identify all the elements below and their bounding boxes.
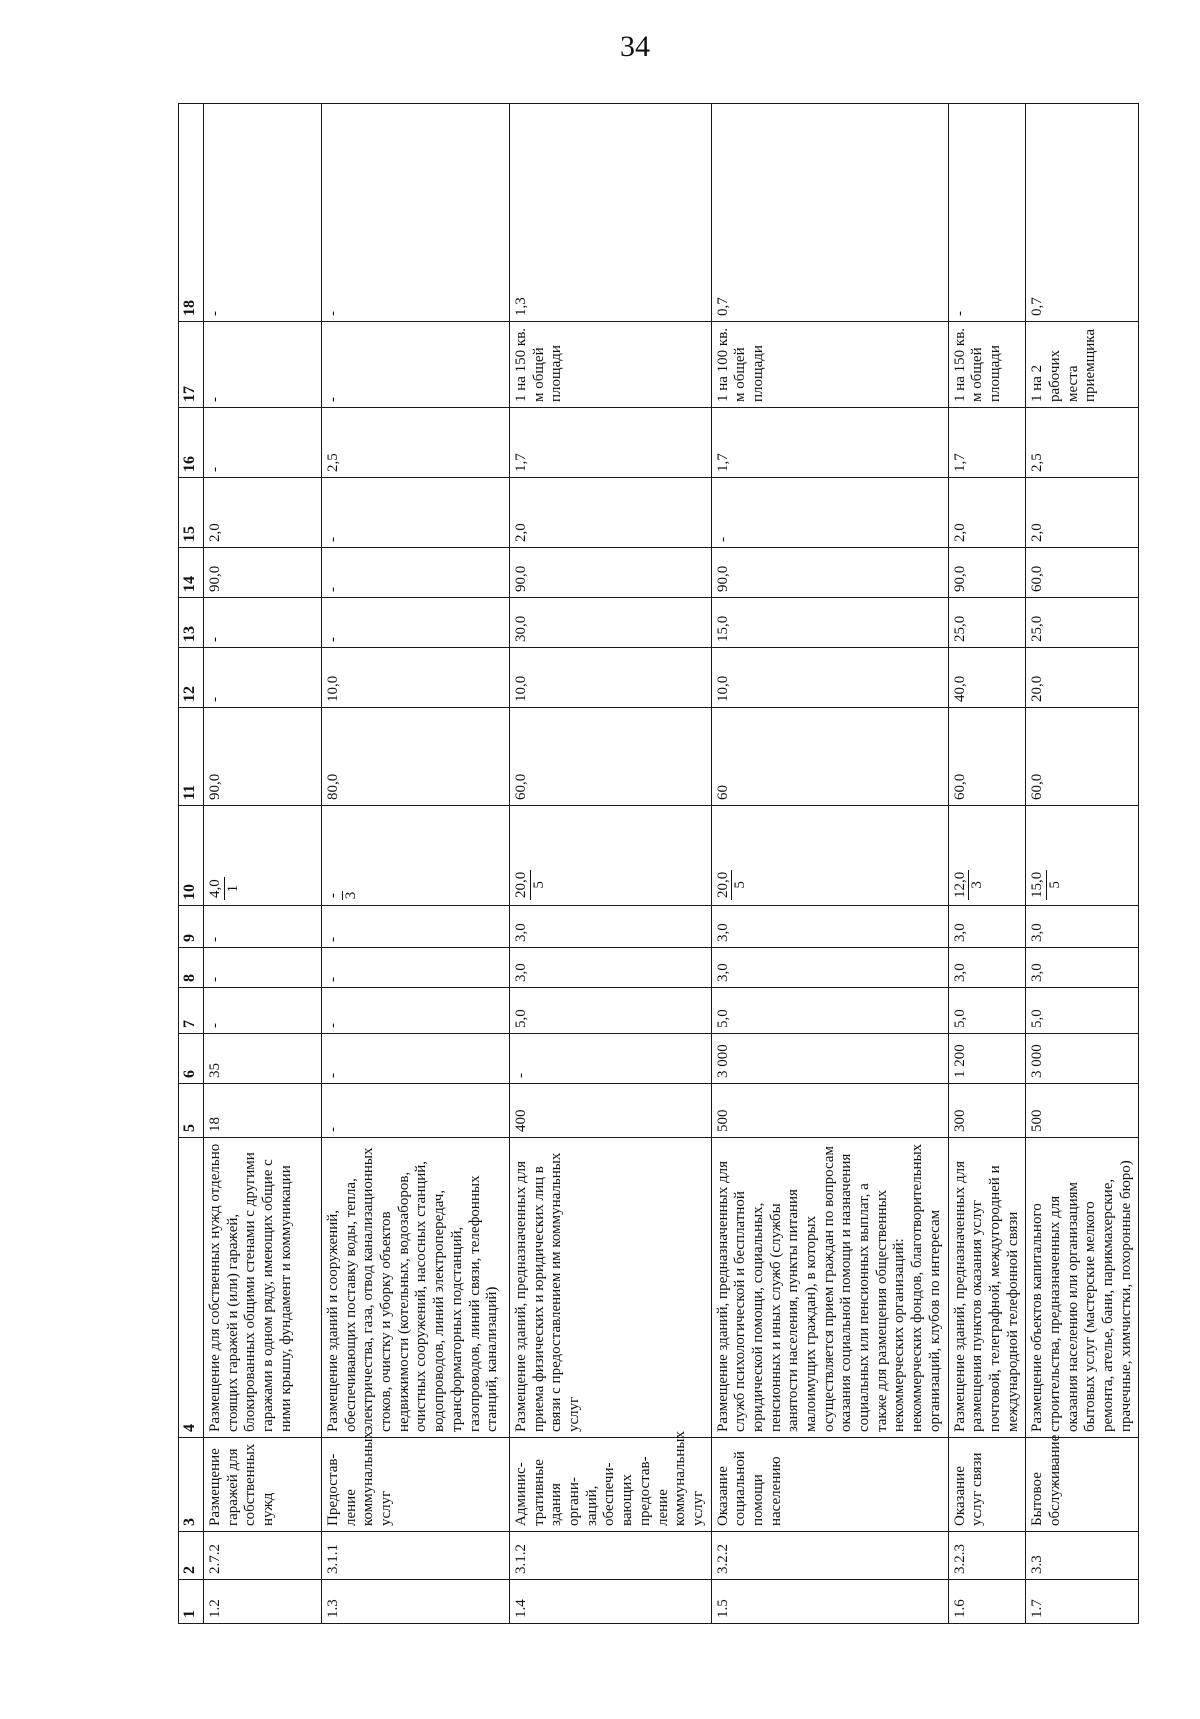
cell-col-9: 3,0: [711, 906, 948, 948]
cell-row-number: 1.7: [1026, 1580, 1139, 1624]
cell-col-15: 2,0: [510, 478, 712, 548]
cell-col-5: 300: [948, 1084, 1026, 1138]
cell-col-11: 60,0: [1026, 708, 1139, 806]
cell-col-8: 3,0: [1026, 948, 1139, 988]
table-row: [322, 104, 510, 1624]
cell-row-number: 1.3: [322, 1580, 510, 1624]
fraction-denominator: 5: [1046, 881, 1063, 889]
cell-col-16: 2,5: [1026, 408, 1139, 478]
table-body: [204, 104, 1139, 1624]
header-col-18: 18: [179, 104, 204, 322]
cell-col-12: 20,0: [1026, 648, 1139, 708]
header-col-16: 16: [179, 408, 204, 478]
fraction: [715, 870, 749, 900]
cell-col-14: -: [322, 548, 510, 598]
header-col-13: 13: [179, 598, 204, 648]
fraction-numerator: 20,0: [513, 871, 529, 898]
cell-col-9: 3,0: [510, 906, 712, 948]
cell-col-5: 18: [204, 1084, 322, 1138]
table-row: [204, 104, 322, 1624]
cell-col-17: 1 на 150 кв. м общей площади: [948, 322, 1026, 408]
cell-col-11: 90,0: [204, 708, 322, 806]
cell-col-5: 500: [711, 1084, 948, 1138]
cell-col-16: 1,7: [711, 408, 948, 478]
header-col-6: 6: [179, 1034, 204, 1084]
cell-col-12: 10,0: [322, 648, 510, 708]
cell-col-6: 1 200: [948, 1034, 1026, 1084]
header-col-17: 17: [179, 322, 204, 408]
header-col-2: 2: [179, 1532, 204, 1580]
cell-col-10: [948, 806, 1026, 906]
cell-col-10: [711, 806, 948, 906]
cell-use-code: 3.1.1: [322, 1532, 510, 1580]
fraction-numerator: 20,0: [714, 871, 731, 898]
cell-col-13: -: [204, 598, 322, 648]
fraction-denominator: 1: [224, 884, 241, 893]
cell-col-17: -: [322, 322, 510, 408]
cell-col-10: [1026, 806, 1139, 906]
cell-col-8: 3,0: [711, 948, 948, 988]
cell-col-18: 0,7: [711, 104, 948, 322]
cell-use-name: Оказание социальной помощи населению: [711, 1438, 948, 1532]
cell-col-14: 60,0: [1026, 548, 1139, 598]
cell-col-7: -: [204, 988, 322, 1034]
cell-col-9: 3,0: [948, 906, 1026, 948]
cell-col-8: 3,0: [510, 948, 712, 988]
cell-col-17: 1 на 2 рабочих места приемщика: [1026, 322, 1139, 408]
cell-col-11: 60,0: [948, 708, 1026, 806]
fraction-numerator: 4,0: [207, 879, 223, 898]
cell-col-6: 3 000: [1026, 1034, 1139, 1084]
page-number: 34: [620, 30, 650, 63]
cell-col-12: 10,0: [510, 648, 712, 708]
cell-col-18: -: [204, 104, 322, 322]
cell-use-name: Размещение гаражей для собственных нужд: [204, 1438, 322, 1532]
cell-col-16: -: [204, 408, 322, 478]
cell-col-6: 35: [204, 1034, 322, 1084]
fraction-numerator: 12,0: [951, 871, 968, 898]
fraction-denominator: 3: [342, 891, 359, 900]
cell-use-name: Админис-тративные здания органи-заций, обеспечи-вающих предостав-ление коммунальных услуг: [510, 1438, 712, 1532]
cell-col-7: 5,0: [948, 988, 1026, 1034]
cell-col-17: 1 на 150 кв. м общей площади: [510, 322, 712, 408]
cell-col-15: 2,0: [1026, 478, 1139, 548]
cell-col-11: 60,0: [510, 708, 712, 806]
header-col-9: 9: [179, 906, 204, 948]
header-col-1: 1: [179, 1580, 204, 1624]
rotated-table-area: [178, 104, 1134, 1624]
header-col-11: 11: [179, 708, 204, 806]
cell-col-17: 1 на 100 кв. м общей площади: [711, 322, 948, 408]
cell-col-7: 5,0: [1026, 988, 1139, 1034]
fraction: [207, 877, 241, 900]
cell-col-18: -: [322, 104, 510, 322]
cell-col-6: -: [322, 1034, 510, 1084]
cell-col-11: 60: [711, 708, 948, 806]
fraction: [1029, 870, 1063, 900]
header-row: [179, 104, 204, 1624]
cell-col-17: -: [204, 322, 322, 408]
cell-use-name: Бытовое обслуживание: [1026, 1438, 1139, 1532]
cell-col-15: -: [322, 478, 510, 548]
header-col-8: 8: [179, 948, 204, 988]
cell-col-18: 1,3: [510, 104, 712, 322]
cell-col-16: 1,7: [948, 408, 1026, 478]
cell-col-14: 90,0: [711, 548, 948, 598]
cell-use-description: Размещение зданий и сооружений, обеспечивающих поставку воды, тепла, электричества, газа, отвод канализационных стоков, очистку и уборку объектов недвижимости (котельных, водозаборов, очистных сооружений, насосных станций, водопроводов, линий электропередач, трансформаторных подстанций, газопроводов, линий связи, телефонных станций, канализаций): [322, 1138, 510, 1438]
cell-use-code: 3.3: [1026, 1532, 1139, 1580]
fraction: [513, 870, 547, 900]
cell-row-number: 1.5: [711, 1580, 948, 1624]
cell-col-8: 3,0: [948, 948, 1026, 988]
cell-col-5: 500: [1026, 1084, 1139, 1138]
cell-col-10: [322, 806, 510, 906]
cell-col-7: -: [322, 988, 510, 1034]
cell-use-name: Предостав-ление коммунальных услуг: [322, 1438, 510, 1532]
cell-col-8: -: [322, 948, 510, 988]
cell-row-number: 1.6: [948, 1580, 1026, 1624]
cell-col-15: 2,0: [204, 478, 322, 548]
cell-col-13: -: [322, 598, 510, 648]
cell-col-15: 2,0: [948, 478, 1026, 548]
cell-use-name: Оказание услуг связи: [948, 1438, 1026, 1532]
fraction-numerator: 15,0: [1029, 871, 1046, 898]
cell-col-13: 30,0: [510, 598, 712, 648]
header-col-5: 5: [179, 1084, 204, 1138]
cell-use-description: Размещение зданий, предназначенных для размещения пунктов оказания услуг почтовой, телеграфной, междугородней и международной телефонной связи: [948, 1138, 1026, 1438]
cell-col-10: [510, 806, 712, 906]
cell-use-code: 3.2.3: [948, 1532, 1026, 1580]
cell-col-12: 40,0: [948, 648, 1026, 708]
cell-col-10: [204, 806, 322, 906]
cell-col-13: 25,0: [948, 598, 1026, 648]
fraction-denominator: 3: [969, 881, 985, 889]
cell-col-9: -: [204, 906, 322, 948]
cell-use-description: Размещение зданий, предназначенных для приема физических и юридических лиц в связи с предоставлением им коммунальных услуг: [510, 1138, 712, 1438]
cell-col-15: -: [711, 478, 948, 548]
cell-col-12: -: [204, 648, 322, 708]
cell-col-16: 1,7: [510, 408, 712, 478]
table-row: [1026, 104, 1139, 1624]
regulation-table: [178, 103, 1139, 1624]
cell-use-description: Размещение для собственных нужд отдельно стоящих гаражей и (или) гаражей, блокированных общими стенами с другими гаражами в одном ряду, имеющих общие с ними крышу, фундамент и коммуникации: [204, 1138, 322, 1438]
cell-use-code: 2.7.2: [204, 1532, 322, 1580]
cell-use-code: 3.1.2: [510, 1532, 712, 1580]
fraction: [952, 870, 986, 900]
fraction: [325, 891, 359, 900]
table-row: [510, 104, 712, 1624]
cell-col-5: -: [322, 1084, 510, 1138]
cell-col-12: 10,0: [711, 648, 948, 708]
cell-col-16: 2,5: [322, 408, 510, 478]
header-col-14: 14: [179, 548, 204, 598]
cell-use-description: Размещение объектов капитального строительства, предназначенных для оказания населению или организациям бытовых услуг (мастерские мелкого ремонта, ателье, бани, парикмахерские, прачечные, химчистки, похоронные бюро): [1026, 1138, 1139, 1438]
cell-row-number: 1.4: [510, 1580, 712, 1624]
cell-col-14: 90,0: [510, 548, 712, 598]
cell-col-9: 3,0: [1026, 906, 1139, 948]
fraction-denominator: 5: [530, 881, 547, 889]
cell-col-11: 80,0: [322, 708, 510, 806]
rotated-table-container: [178, 104, 1134, 1624]
cell-col-7: 5,0: [711, 988, 948, 1034]
cell-row-number: 1.2: [204, 1580, 322, 1624]
cell-col-18: 0,7: [1026, 104, 1139, 322]
table-row: [711, 104, 948, 1624]
cell-col-13: 15,0: [711, 598, 948, 648]
cell-col-6: 3 000: [711, 1034, 948, 1084]
header-col-12: 12: [179, 648, 204, 708]
cell-use-code: 3.2.2: [711, 1532, 948, 1580]
header-col-4: 4: [179, 1138, 204, 1438]
cell-col-14: 90,0: [204, 548, 322, 598]
header-col-7: 7: [179, 988, 204, 1034]
cell-col-5: 400: [510, 1084, 712, 1138]
cell-use-description: Размещение зданий, предназначенных для служб психологической и бесплатной юридической помощи, социальных, пенсионных и иных служб (службы занятости населения, пункты питания малоимущих граждан), в которых осуществляется прием граждан по вопросам оказания социальной помощи и назначения социальных или пенсионных выплат, а также для размещения общественных некоммерческих организаций: некоммерческих фондов, благотворительных организаций, клубов по интересам: [711, 1138, 948, 1438]
cell-col-13: 25,0: [1026, 598, 1139, 648]
fraction-numerator: -: [325, 893, 341, 898]
cell-col-9: -: [322, 906, 510, 948]
header-col-3: 3: [179, 1438, 204, 1532]
cell-col-8: -: [204, 948, 322, 988]
header-col-15: 15: [179, 478, 204, 548]
fraction-denominator: 5: [732, 881, 749, 889]
cell-col-18: -: [948, 104, 1026, 322]
cell-col-6: -: [510, 1034, 712, 1084]
cell-col-7: 5,0: [510, 988, 712, 1034]
header-col-10: 10: [179, 806, 204, 906]
cell-col-14: 90,0: [948, 548, 1026, 598]
table-row: [948, 104, 1026, 1624]
